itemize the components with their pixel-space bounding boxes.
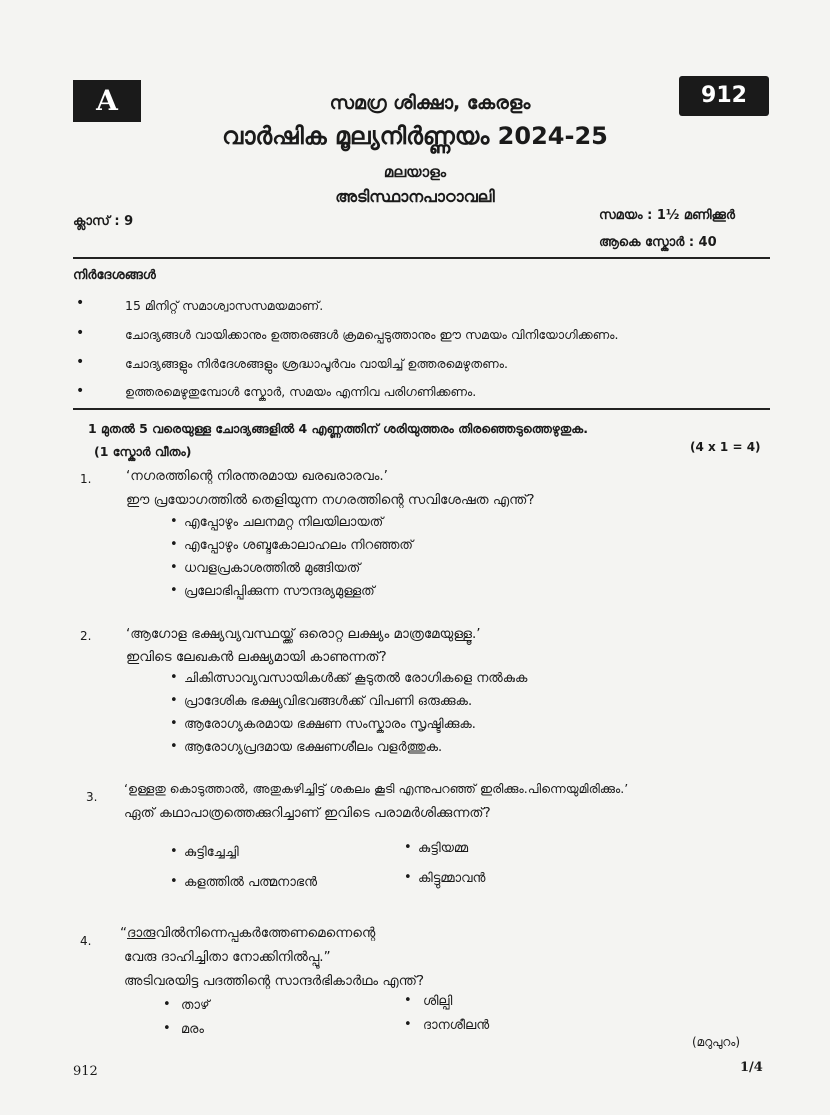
- option-text: ദാനശീലൻ: [423, 1018, 490, 1033]
- question-number: 1.: [80, 472, 92, 486]
- question-prompt: ഈ പ്രയോഗത്തിൽ തെളിയുന്ന നഗരത്തിന്റെ സവിശേഷത എന്ത്?: [126, 492, 535, 508]
- bullet-icon: •: [170, 844, 178, 859]
- question-quote: ‘ആഗോള ഭക്ഷ്യവ്യവസ്ഥയ്ക്ക് ഒരൊറ്റ ലക്ഷ്യം മാത്രമേയുള്ളൂ.’: [126, 626, 481, 642]
- instructions-title: നിർദേശങ്ങൾ: [73, 268, 156, 283]
- paper-code-badge: 912: [679, 76, 769, 116]
- section-heading: 1 മുതൽ 5 വരെയുള്ള ചോദ്യങ്ങളിൽ 4 എണ്ണത്തിന് ശരിയുത്തരം തിരഞ്ഞെടുത്തെഴുതുക.: [88, 421, 588, 436]
- bullet-icon: •: [76, 295, 85, 311]
- bullet-icon: •: [404, 870, 412, 885]
- paper-title: അടിസ്ഥാനപാഠാവലി: [335, 187, 495, 206]
- question-number: 3.: [86, 790, 98, 804]
- section-marks: (4 x 1 = 4): [690, 440, 761, 454]
- option-text: ധവളപ്രകാശത്തിൽ മുങ്ങിയത്: [184, 561, 361, 576]
- footer-code: 912: [73, 1064, 98, 1079]
- bullet-icon: •: [163, 997, 171, 1012]
- bullet-icon: •: [76, 325, 85, 341]
- option-text: താഴ്: [181, 998, 210, 1013]
- option-text: കുട്ടിച്ചേച്ചി: [184, 845, 239, 860]
- option-text: എപ്പോഴും ശബ്ദകോലാഹലം നിറഞ്ഞത്: [184, 538, 414, 553]
- exam-title: വാർഷിക മൂല്യനിർണ്ണയം 2024-25: [222, 122, 608, 150]
- option-text: ശില്പി: [423, 994, 453, 1009]
- option-text: കുട്ടിയമ്മ: [418, 841, 469, 856]
- instructions-divider: [73, 408, 770, 410]
- class-label: ക്ലാസ് : 9: [73, 214, 134, 229]
- option-text: കളത്തിൽ പത്മനാഭൻ: [184, 875, 318, 890]
- instruction-item: ഉത്തരമെഴുതുമ്പോൾ സ്കോർ, സമയം എന്നിവ പരിഗണിക്കണം.: [125, 384, 477, 399]
- bullet-icon: •: [170, 514, 178, 529]
- quote-mark: “: [120, 925, 127, 941]
- subject-title: മലയാളം: [383, 163, 447, 181]
- option-text: ആരോഗ്യപ്രദമായ ഭക്ഷണശീലം വളർത്തുക.: [184, 740, 443, 755]
- question-quote: ‘നഗരത്തിന്റെ നിരന്തരമായ ഖരഖരാരവം.’: [126, 468, 388, 484]
- instruction-item: ചോദ്യങ്ങൾ വായിക്കാനും ഉത്തരങ്ങൾ ക്രമപ്പെടുത്താനും ഈ സമയം വിനിയോഗിക്കണം.: [125, 327, 619, 342]
- quote-rest: വിൽനിന്നെപ്പകർത്തേണമെന്നെന്റെ: [155, 925, 376, 941]
- bullet-icon: •: [404, 1017, 412, 1032]
- option-text: കിട്ടുമ്മാവൻ: [418, 871, 486, 886]
- page-number: 1/4: [740, 1060, 763, 1075]
- bullet-icon: •: [170, 716, 178, 731]
- bullet-icon: •: [170, 583, 178, 598]
- option-text: മരം: [181, 1022, 204, 1037]
- option-text: പ്രാദേശിക ഭക്ഷ്യവിഭവങ്ങൾക്ക് വിപണി ഒരുക്കുക.: [184, 694, 473, 709]
- bullet-icon: •: [170, 670, 178, 685]
- question-quote: ‘ഉള്ളതു കൊടുത്താൽ, അതുകഴിച്ചിട്ട് ശകലം കൂടി എന്നുപറഞ്ഞ് ഇരിക്കും.പിന്നെയുമിരിക്കും.’: [124, 781, 629, 796]
- question-number: 4.: [80, 934, 92, 948]
- bullet-icon: •: [170, 739, 178, 754]
- question-prompt: ഏത് കഥാപാത്രത്തെക്കുറിച്ചാണ് ഇവിടെ പരാമർശിക്കുന്നത്?: [124, 805, 491, 821]
- option-text: ചികിത്സാവ്യവസായികൾക്ക് കൂടുതൽ രോഗികളെ നൽകുക: [184, 671, 528, 686]
- continue-label: (മറുപുറം): [692, 1035, 741, 1049]
- bullet-icon: •: [170, 560, 178, 575]
- score-label: ആകെ സ്കോർ : 40: [599, 235, 717, 250]
- bullet-icon: •: [76, 354, 85, 370]
- question-prompt: അടിവരയിട്ട പദത്തിന്റെ സാന്ദർഭികാർഥം എന്ത്?: [124, 973, 425, 989]
- option-text: എപ്പോഴും ചലനമറ്റ നിലയിലായത്: [184, 515, 384, 530]
- option-text: ആരോഗ്യകരമായ ഭക്ഷണ സംസ്കാരം സൃഷ്ടിക്കുക.: [184, 717, 476, 732]
- instruction-item: ചോദ്യങ്ങളും നിർദേശങ്ങളും ശ്രദ്ധാപൂർവം വായിച്ച് ഉത്തരമെഴുതണം.: [125, 356, 508, 371]
- set-code-badge: A: [73, 80, 141, 122]
- header-divider: [73, 257, 770, 259]
- question-prompt: ഇവിടെ ലേഖകൻ ലക്ഷ്യമായി കാണുന്നത്?: [126, 649, 387, 665]
- underlined-word: ദാരു: [127, 925, 156, 941]
- question-quote-line: [120, 925, 375, 941]
- instruction-item: 15 മിനിറ്റ് സമാശ്വാസസമയമാണ്.: [125, 298, 324, 313]
- option-text: പ്രലോഭിപ്പിക്കുന്ന സൗന്ദര്യമുള്ളത്: [184, 584, 375, 599]
- bullet-icon: •: [76, 383, 85, 399]
- bullet-icon: •: [163, 1021, 171, 1036]
- bullet-icon: •: [170, 537, 178, 552]
- org-title: സമഗ്ര ശിക്ഷാ, കേരളം: [329, 92, 531, 114]
- bullet-icon: •: [170, 693, 178, 708]
- score-each: (1 സ്കോർ വീതം): [94, 444, 192, 459]
- time-label: സമയം : 1½ മണിക്കൂർ: [599, 208, 735, 223]
- bullet-icon: •: [170, 874, 178, 889]
- bullet-icon: •: [404, 840, 412, 855]
- question-quote-line2: വേരു ദാഹിച്ചിതാ നോക്കിനിൽപ്പൂ.”: [124, 949, 331, 965]
- bullet-icon: •: [404, 993, 412, 1008]
- question-number: 2.: [80, 629, 92, 643]
